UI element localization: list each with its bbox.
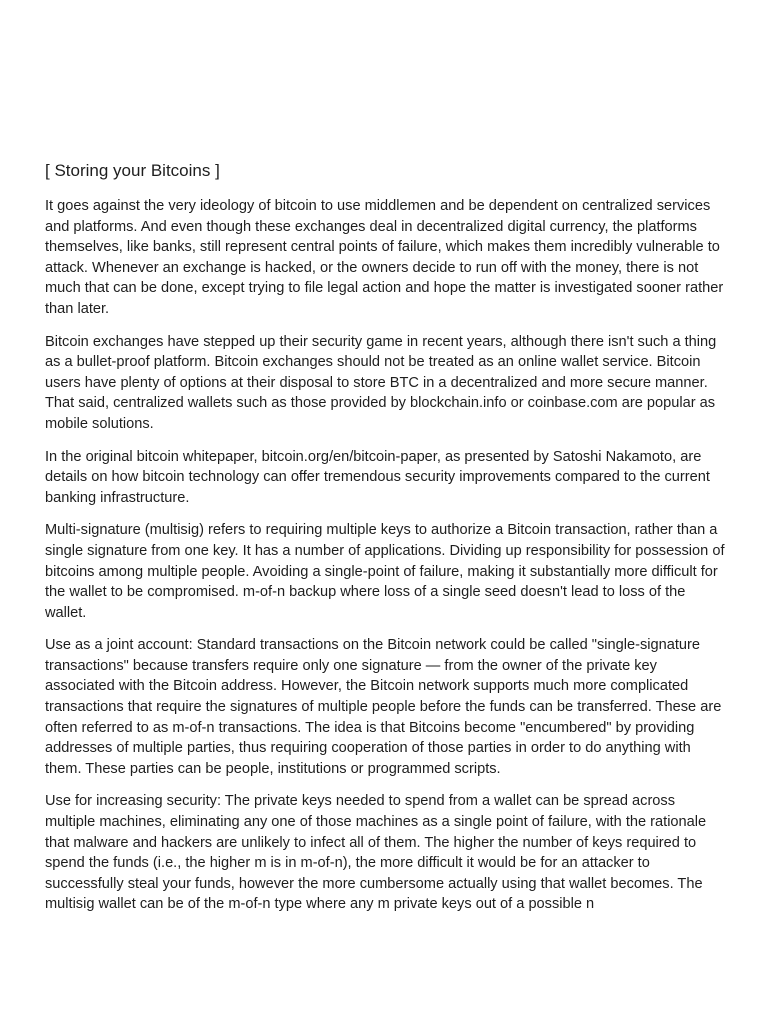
paragraph-security: Use for increasing security: The private keys needed to spend from a wallet can be spread across multiple machines, eliminating any one of those machines as a single point of failure, with the rationale that malware and hackers are unlikely to infect all of them. The higher the number of keys required to spend the funds (i.e., the higher m is in m-of-n), the more difficult it would be for an attacker to successfully steal your funds, however the more cumbersome actually using that wallet becomes. The multisig wallet can be of the m-of-n type where any m private keys out of a possible n [45, 793, 707, 913]
paragraph-centralization: It goes against the very ideology of bitcoin to use middlemen and be dependent on centralized services and platforms. And even though these exchanges deal in decentralized digital currency, the platforms themselves, like banks, still represent central points of failure, which makes them incredibly vulnerable to attack. Whenever an exchange is hacked, or the owners decide to run off with the money, there is not much that can be done, except trying to file legal action and hope the matter is investigated sooner rather than later. [45, 198, 724, 317]
section-heading: [ Storing your Bitcoins ] [45, 161, 220, 180]
paragraph-joint-account: Use as a joint account: Standard transactions on the Bitcoin network could be called "single-signature transactions" because transfers require only one signature — from the owner of the private key associated with the Bitcoin address. However, the Bitcoin network supports much more complicated transactions that require the signatures of multiple people before the funds can be transferred. These are often referred to as m-of-n transactions. The idea is that Bitcoins become "encumbered" by providing addresses of multiple parties, thus requiring cooperation of those parties in order to do anything with them. These parties can be people, institutions or programmed scripts. [45, 637, 722, 777]
paragraph-whitepaper: In the original bitcoin whitepaper, bitcoin.org/en/bitcoin-paper, as presented by Satoshi Nakamoto, are details on how bitcoin technology can offer tremendous security improvements compared to the current banking infrastructure. [45, 448, 710, 506]
paragraph-multisig: Multi-signature (multisig) refers to requiring multiple keys to authorize a Bitcoin transaction, rather than a single signature from one key. It has a number of applications. Dividing up responsibility for possession of bitcoins among multiple people. Avoiding a single-point of failure, making it substantially more difficult for the wallet to be compromised. m-of-n backup where loss of a single seed doesn't lead to loss of the wallet. [45, 522, 725, 621]
document-page [45, 160, 725, 927]
paragraph-exchanges: Bitcoin exchanges have stepped up their security game in recent years, although there isn't such a thing as a bullet-proof platform. Bitcoin exchanges should not be treated as an online wallet service. Bitcoin users have plenty of options at their disposal to store BTC in a decentralized and more secure manner. That said, centralized wallets such as those provided by blockchain.info or coinbase.com are popular as mobile solutions. [45, 333, 717, 432]
